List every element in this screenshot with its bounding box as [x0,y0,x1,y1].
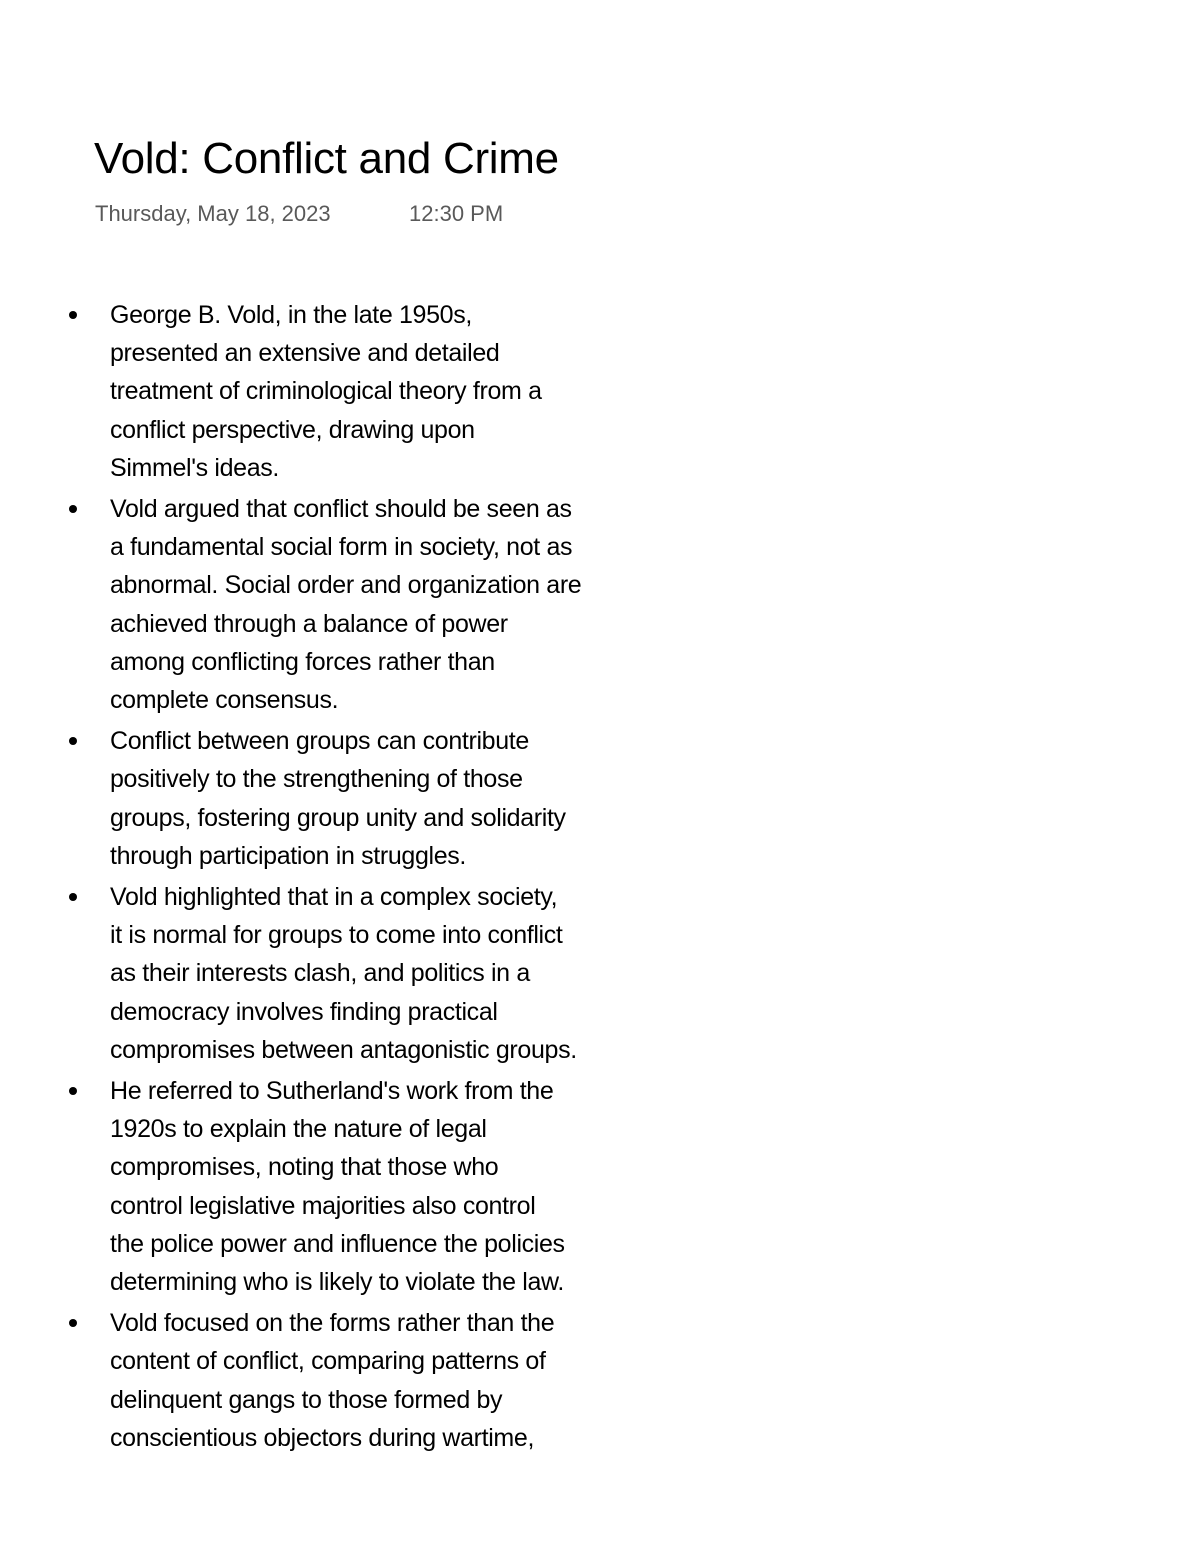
bullet-line: Vold highlighted that in a complex society, [110,883,558,912]
bullet-line: as their interests clash, and politics in a [110,959,530,988]
bullet-line: determining who is likely to violate the law. [110,1268,564,1297]
bullet-line: Conflict between groups can contribute [110,727,529,756]
bullet-line: delinquent gangs to those formed by [110,1385,503,1414]
bullet-line: Vold argued that conflict should be seen as [110,495,572,524]
bullet-line: positively to the strengthening of those [110,765,523,794]
bullet-line: control legislative majorities also control [110,1191,536,1220]
bullet-line: Vold focused on the forms rather than the [110,1309,555,1338]
bullet-dot-icon [69,311,77,319]
bullet-line: groups, fostering group unity and solidarity [110,803,566,832]
bullet-dot-icon [69,737,77,745]
bullet-text [110,1304,690,1457]
bullet-dot-icon [69,1319,77,1327]
bullet-item [0,296,1200,487]
bullet-line: abnormal. Social order and organization are [110,571,582,600]
bullet-line: conscientious objectors during wartime, [110,1423,535,1452]
bullet-text [110,490,690,719]
bullet-line: content of conflict, comparing patterns of [110,1347,546,1376]
bullet-line: He referred to Sutherland's work from the [110,1077,554,1106]
bullet-line: it is normal for groups to come into conflict [110,921,563,950]
page-date: Thursday, May 18, 2023 [95,201,331,226]
bullet-dot-icon [69,505,77,513]
page-timestamp [95,199,504,229]
bullet-line: compromises, noting that those who [110,1153,499,1182]
bullet-item [0,1304,1200,1457]
page-title: Vold: Conflict and Crime [94,134,559,183]
bullet-text [110,1072,690,1301]
bullet-text [110,878,690,1069]
bullet-item [0,722,1200,875]
bullet-line: complete consensus. [110,686,339,715]
bullet-item [0,490,1200,719]
bullet-line: the police power and influence the policies [110,1229,565,1258]
bullet-line: Simmel's ideas. [110,453,280,482]
bullet-line: among conflicting forces rather than [110,647,495,676]
bullet-line: presented an extensive and detailed [110,339,500,368]
bullet-line: conflict perspective, drawing upon [110,415,475,444]
bullet-line: George B. Vold, in the late 1950s, [110,301,472,329]
bullet-line: achieved through a balance of power [110,609,508,638]
bullet-dot-icon [69,1087,77,1095]
bullet-line: a fundamental social form in society, not as [110,533,573,562]
bullet-dot-icon [69,893,77,901]
bullet-text [110,722,690,875]
bullet-line: compromises between antagonistic groups. [110,1035,577,1064]
bullet-list [0,296,1200,1460]
bullet-text [110,296,690,487]
page-time: 12:30 PM [409,201,504,226]
bullet-item [0,878,1200,1069]
bullet-line: 1920s to explain the nature of legal [110,1115,487,1144]
bullet-line: democracy involves finding practical [110,997,498,1026]
bullet-line: treatment of criminological theory from a [110,377,542,406]
bullet-item [0,1072,1200,1301]
bullet-line: through participation in struggles. [110,841,467,870]
